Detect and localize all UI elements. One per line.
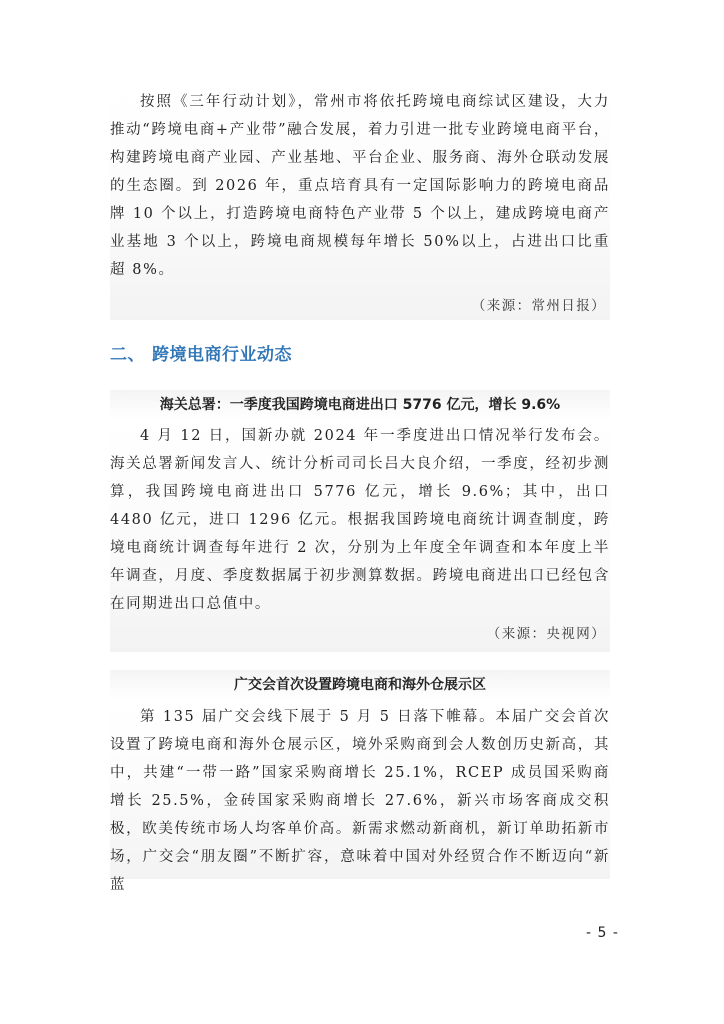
section-heading [110, 340, 292, 365]
section-number: 二、 [110, 345, 145, 365]
article-paragraph-customs: 4 月 12 日，国新办就 2024 年一季度进出口情况举行发布会。海关总署新闻发言人、统计分析司司长吕大良介绍，一季度，经初步测算，我国跨境电商进出口 5776 亿元，增长 9.6%；其中，出口 4480 亿元，进口 1296 亿元。根据我国跨境电商统计调查制度，跨境电商统计调查每年进行 2 次，分别为上年度全年调查和本年度上半年调查，月度、季度数据属于初步测算数据。跨境电商进出口已经包含在同期进出口总值中。 [110, 428, 610, 612]
section-title: 跨境电商行业动态 [152, 345, 292, 365]
article-block-canton-fair [110, 703, 610, 893]
intro-block [110, 88, 610, 320]
article-block-customs [110, 422, 610, 652]
page-number: - 5 - [586, 925, 619, 941]
article-title-customs: 海关总署：一季度我国跨境电商进出口 5776 亿元，增长 9.6% [110, 390, 610, 420]
article-title-canton-fair: 广交会首次设置跨境电商和海外仓展示区 [110, 670, 610, 700]
article-paragraph-canton-fair: 第 135 届广交会线下展于 5 月 5 日落下帷幕。本届广交会首次设置了跨境电商和海外仓展示区，境外采购商到会人数创历史新高，其中，共建“一带一路”国家采购商增长 25.1%，RCEP 成员国采购商增长 25.5%，金砖国家采购商增长 27.6%，新兴市场客商成交积极，欧美传统市场人均客单价高。新需求燃动新商机，新订单助拓新市场，广交会“朋友圈”不断扩容，意味着中国对外经贸合作不断迈向“新蓝 [110, 709, 610, 893]
article-source-customs: （来源：央视网） [486, 626, 606, 642]
intro-paragraph: 按照《三年行动计划》，常州市将依托跨境电商综试区建设，大力推动“跨境电商+产业带”融合发展，着力引进一批专业跨境电商平台，构建跨境电商产业园、产业基地、平台企业、服务商、海外仓联动发展的生态圈。到 2026 年，重点培育具有一定国际影响力的跨境电商品牌 10 个以上，打造跨境电商特色产业带 5 个以上，建成跨境电商产业基地 3 个以上，跨境电商规模每年增长 50%以上，占进出口比重超 8%。 [110, 94, 610, 278]
intro-source: （来源：常州日报） [471, 298, 606, 314]
